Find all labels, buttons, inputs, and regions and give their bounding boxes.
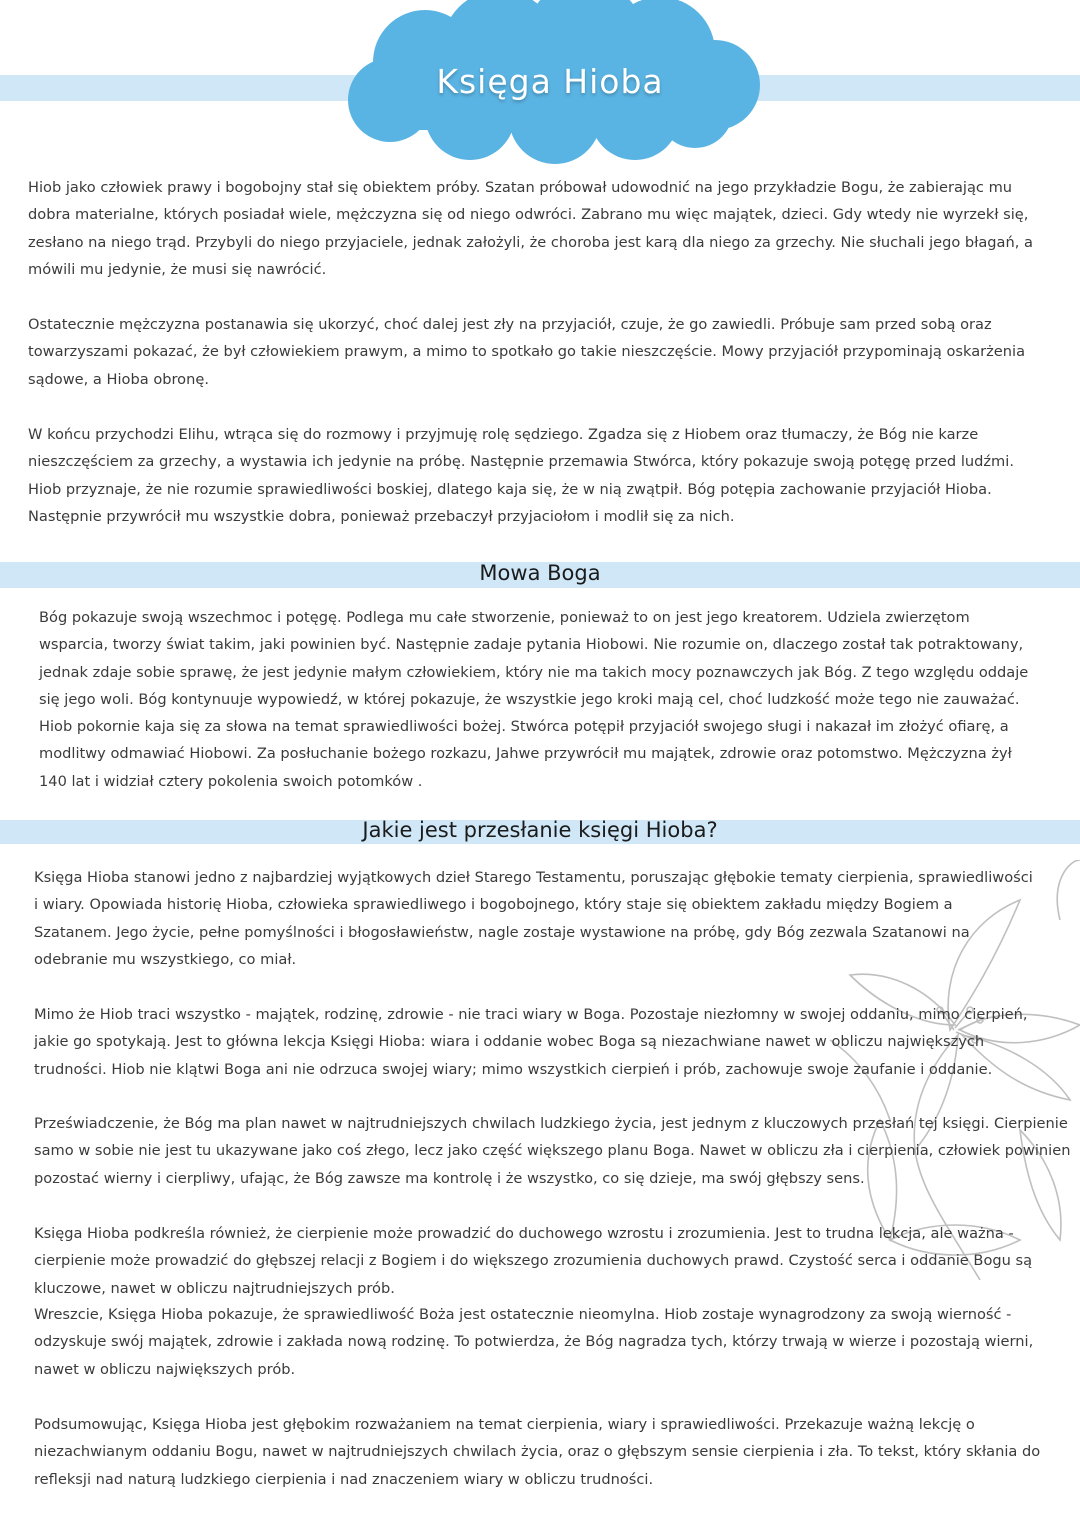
section-heading-mowa: Mowa Boga: [479, 561, 601, 585]
paragraph-elihu: W końcu przychodzi Elihu, wtrąca się do rozmowy i przyjmuję rolę sędziego. Zgadza się z Hiobem oraz tłumaczy, że Bóg nie karze nieszczęściem za grzechy, a wystawia ich jedynie na próbę. Następnie przemawia Stwórca, który pokazuje swoją potęgę przed ludźmi. Hiob przyznaje, że nie rozumie sprawiedliwości boskiej, dlatego kaja się, że w nią zwątpił. Bóg potępia zachowanie przyjaciół Hioba. Następnie przywrócił mu wszystkie dobra, ponieważ przebaczył przyjaciołom i modlił się za nich.: [28, 426, 1014, 525]
paragraph-przeslanie-intro: Księga Hioba stanowi jedno z najbardziej wyjątkowych dzieł Starego Testamentu, poruszając głębokie tematy cierpienia, sprawiedliwości i wiary. Opowiada historię Hioba, człowieka sprawiedliwego i bogobojnego, który staje się obiektem zakładu między Bogiem a Szatanem. Jego życie, pełne pomyślności i błogosławieństw, nagle zostaje wystawione na próbę, gdy Bóg zezwala Szatanowi na odebranie mu wszystkiego, co miał.: [34, 869, 1033, 968]
paragraph-mowa-boga: Bóg pokazuje swoją wszechmoc i potęgę. Podlega mu całe stworzenie, ponieważ to on jest jego kreatorem. Udziela zwierzętom wsparcia, tworzy świat takim, jaki powinien być. Następnie zadaje pytania Hiobowi. Nie rozumie on, dlaczego został tak potraktowany, jednak zdaje sobie sprawę, że jest jedynie małym człowiekiem, który nie ma takich mocy poznawczych jak Bóg. Z tego względu oddaje się jego woli. Bóg kontynuuje wypowiedź, w której pokazuje, że wszystkie jego kroki mają cel, choć ludzkość może tego nie zauważać. Hiob pokornie kaja się za słowa na temat sprawiedliwości bożej. Stwórca potępił przyjaciół swojego sługi i nakazał im złożyć ofiarę, a modlitwy odmawiać Hiobowi. Za posłuchanie bożego rozkazu, Jahwe przywrócił mu majątek, zdrowie oraz potomstwo. Mężczyzna żył 140 lat i widział cztery pokolenia swoich potomków .: [39, 609, 1029, 790]
paragraph-intro: Hiob jako człowiek prawy i bogobojny stał się obiektem próby. Szatan próbował udowodnić na jego przykładzie Bogu, że zabierając mu dobra materialne, których posiadał wiele, mężczyzna się od niego odwróci. Zabrano mu więc majątek, dzieci. Gdy wtedy nie wyrzekł się, zesłano na niego trąd. Przybyli do niego przyjaciele, jednak założyli, że choroba jest karą dla niego za grzechy. Nie słuchali jego błagań, a mówili mu jedynie, że musi się nawrócić.: [28, 179, 1033, 278]
paragraph-sprawiedliwosc: Wreszcie, Księga Hioba pokazuje, że sprawiedliwość Boża jest ostatecznie nieomylna. Hiob zostaje wynagrodzony za swoją wierność - odzyskuje swój majątek, zdrowie i zakłada nową rodzinę. To potwierdza, że Bóg nagradza tych, którzy trwają w wierze i pozostają wierni, nawet w obliczu największych prób.: [34, 1306, 1034, 1378]
paragraph-duchowy-wzrost: Księga Hioba podkreśla również, że cierpienie może prowadzić do duchowego wzrostu i zrozumienia. Jest to trudna lekcja, ale ważna - cierpienie może prowadzić do głębszej relacji z Bogiem i do większego zrozumienia duchowych prawd. Czystość serca i oddanie Bogu są kluczowe, nawet w obliczu najtrudniejszych prób.: [34, 1225, 1033, 1297]
page-title: Księga Hioba: [436, 62, 664, 101]
paragraph-wiara: Mimo że Hiob traci wszystko - majątek, rodzinę, zdrowie - nie traci wiary w Boga. Pozostaje niezłomny w swojej oddaniu, mimo cierpień, jakie go spotykają. Jest to główna lekcja Księgi Hioba: wiara i oddanie wobec Boga są niezachwiane nawet w obliczu największych trudności. Hiob nie klątwi Boga ani nie odrzuca swojej wiary; mimo wszystkich cierpień i prób, zachowuje swoje zaufanie i oddanie.: [34, 1006, 1028, 1078]
paragraph-plan-boga: Przeświadczenie, że Bóg ma plan nawet w najtrudniejszych chwilach ludzkiego życia, jest jednym z kluczowych przesłań tej księgi. Cierpienie samo w sobie nie jest tu ukazywane jako coś złego, lecz jako część większego planu Boga. Nawet w obliczu zła i cierpienia, człowiek powinien pozostać wierny i cierpliwy, ufając, że Bóg zawsze ma kontrolę i że wszystko, co się dzieje, ma swój głębszy sens.: [34, 1115, 1071, 1187]
section-heading-przeslanie: Jakie jest przesłanie księgi Hioba?: [362, 818, 718, 842]
paragraph-ukorzenie: Ostatecznie mężczyzna postanawia się ukorzyć, choć dalej jest zły na przyjaciół, czuje, że go zawiedli. Próbuje sam przed sobą oraz towarzyszami pokazać, że był człowiekiem prawym, a mimo to spotkało go takie nieszczęście. Mowy przyjaciół przypominają oskarżenia sądowe, a Hioba obronę.: [28, 316, 1026, 388]
paragraph-podsumowanie: Podsumowując, Księga Hioba jest głębokim rozważaniem na temat cierpienia, wiary i sprawiedliwości. Przekazuje ważną lekcję o niezachwianym oddaniu Bogu, nawet w najtrudniejszych chwilach życia, oraz o głębszym sensie cierpienia i zła. To tekst, który skłania do refleksji nad naturą ludzkiego cierpienia i nad znaczeniem wiary w obliczu trudności.: [34, 1416, 1041, 1488]
